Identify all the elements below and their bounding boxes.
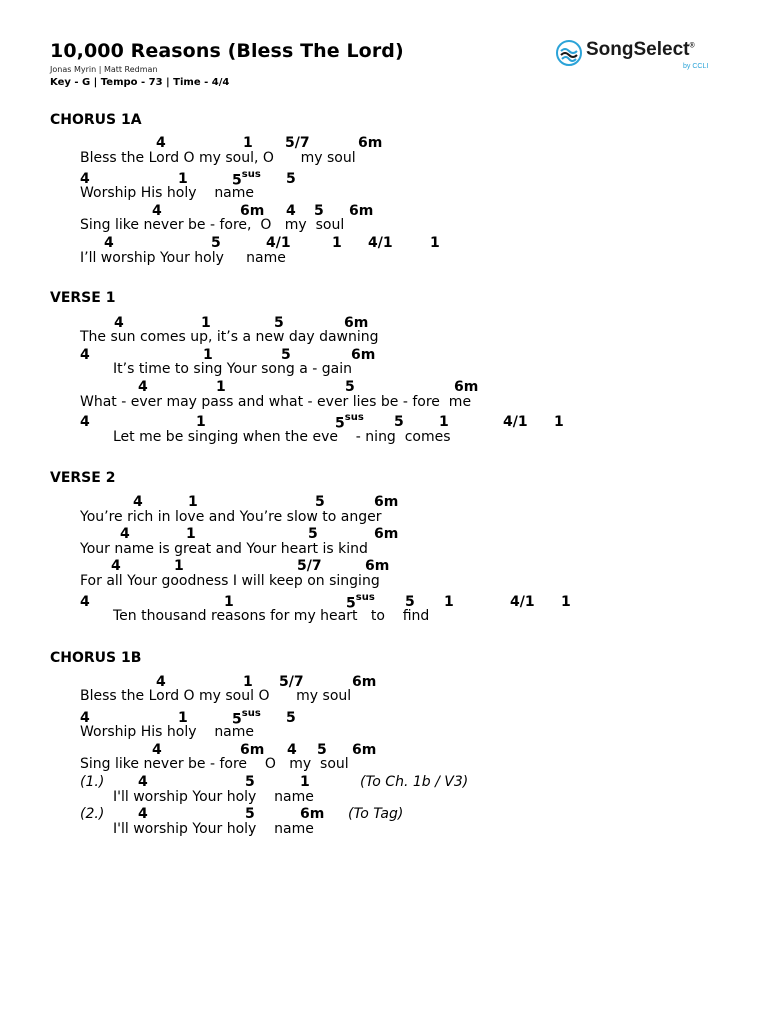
chord: 5: [308, 526, 318, 542]
chord: 4: [156, 674, 166, 690]
logo-wordmark: SongSelect®: [586, 39, 695, 60]
chord: 4: [111, 558, 121, 574]
chord: 5: [274, 315, 284, 331]
chord: 1: [332, 235, 342, 251]
logo-byline: by CCLI: [683, 63, 709, 70]
chord: 1: [561, 594, 571, 610]
lyric-line: What - ever may pass and what - ever lies be - fore me: [80, 394, 472, 410]
chord: 1: [444, 594, 454, 610]
lyric-line: Worship His holy name: [80, 724, 255, 740]
chord: 1: [178, 171, 188, 187]
lyric-line: Let me be singing when the eve - ning comes: [113, 429, 451, 445]
chord: 5: [281, 347, 291, 363]
songselect-logo: [556, 38, 726, 74]
chord: 4: [133, 494, 143, 510]
chord: 5: [245, 774, 255, 790]
chord: 5: [286, 710, 296, 726]
lyric-line: You’re rich in love and You’re slow to anger: [80, 509, 382, 525]
chord: 6m: [374, 526, 399, 542]
lyric-line: Sing like never be - fore, O my soul: [80, 217, 345, 233]
chord: $5^{sus}$: [335, 412, 364, 432]
chord: 4/1: [266, 235, 291, 251]
section-heading-verse-1: VERSE 1: [50, 290, 116, 306]
navigation-note: (To Ch. 1b / V3): [360, 774, 469, 790]
lyric-line: For all Your goodness I will keep on singing: [80, 573, 380, 589]
lyric-line: Your name is great and Your heart is kind: [80, 541, 368, 557]
chord: 4: [138, 806, 148, 822]
chord: 6m: [240, 203, 265, 219]
chord: 4: [138, 774, 148, 790]
chord: 6m: [344, 315, 369, 331]
chord: 6m: [352, 674, 377, 690]
song-meta: Key - G | Tempo - 73 | Time - 4/4: [50, 77, 230, 88]
chord: 4: [152, 742, 162, 758]
ending-marker: (1.): [80, 774, 105, 790]
chord: 5/7: [279, 674, 304, 690]
chord: 4/1: [503, 414, 528, 430]
chord: 4: [114, 315, 124, 331]
chord: 5/7: [285, 135, 310, 151]
lyric-line: It’s time to sing Your song a - gain: [113, 361, 352, 377]
lyric-line: Bless the Lord O my soul O my soul: [80, 688, 352, 704]
chord: 5: [315, 494, 325, 510]
chord: 4: [80, 347, 90, 363]
chord: 1: [439, 414, 449, 430]
section-heading-chorus-1a: CHORUS 1A: [50, 112, 142, 128]
section-heading-chorus-1b: CHORUS 1B: [50, 650, 142, 666]
chord: $5^{sus}$: [232, 169, 261, 189]
chord: 1: [224, 594, 234, 610]
songselect-wave-icon: [556, 40, 582, 66]
chord: 4: [80, 414, 90, 430]
chord: 6m: [300, 806, 325, 822]
section-heading-verse-2: VERSE 2: [50, 470, 116, 486]
chord: 6m: [454, 379, 479, 395]
song-title: 10,000 Reasons (Bless The Lord): [50, 40, 404, 62]
chord: 4: [104, 235, 114, 251]
chord: 5: [394, 414, 404, 430]
chord: 6m: [374, 494, 399, 510]
lyric-line: Worship His holy name: [80, 185, 255, 201]
chord: 4: [138, 379, 148, 395]
lyric-line: Ten thousand reasons for my heart to find: [113, 608, 430, 624]
chord: 5/7: [297, 558, 322, 574]
chord: 4: [152, 203, 162, 219]
chord: 6m: [240, 742, 265, 758]
chord: 6m: [365, 558, 390, 574]
lyric-line: I'll worship Your holy name: [113, 821, 314, 837]
navigation-note: (To Tag): [348, 806, 404, 822]
chord: 1: [243, 135, 253, 151]
chord: $5^{sus}$: [232, 708, 261, 728]
chord: 1: [216, 379, 226, 395]
ending-marker: (2.): [80, 806, 105, 822]
chord: 1: [196, 414, 206, 430]
lyric-line: The sun comes up, it’s a new day dawning: [80, 329, 379, 345]
chord: 1: [174, 558, 184, 574]
chord: 6m: [358, 135, 383, 151]
chord: 4/1: [368, 235, 393, 251]
chord: 1: [188, 494, 198, 510]
chord: 1: [178, 710, 188, 726]
lyric-line: Sing like never be - fore O my soul: [80, 756, 349, 772]
chord: 4: [120, 526, 130, 542]
chord: 1: [186, 526, 196, 542]
chord: $5^{sus}$: [346, 592, 375, 612]
chord: 4: [156, 135, 166, 151]
chord: 1: [430, 235, 440, 251]
chord: 4/1: [510, 594, 535, 610]
chord: 4: [287, 742, 297, 758]
chord: 6m: [349, 203, 374, 219]
chord: 4: [80, 171, 90, 187]
lyric-line: Bless the Lord O my soul, O my soul: [80, 150, 356, 166]
chord: 5: [286, 171, 296, 187]
chord: 4: [80, 594, 90, 610]
chord: 1: [243, 674, 253, 690]
chord: 5: [345, 379, 355, 395]
chord: 6m: [352, 742, 377, 758]
chord: 1: [554, 414, 564, 430]
chord: 6m: [351, 347, 376, 363]
song-authors: Jonas Myrin | Matt Redman: [50, 65, 158, 74]
chord: 5: [317, 742, 327, 758]
chord: 5: [314, 203, 324, 219]
chord: 5: [245, 806, 255, 822]
chord: 4: [286, 203, 296, 219]
chord: 1: [300, 774, 310, 790]
lyric-line: I'll worship Your holy name: [113, 789, 314, 805]
chord: 1: [201, 315, 211, 331]
chord: 5: [211, 235, 221, 251]
chord: 4: [80, 710, 90, 726]
chord: 5: [405, 594, 415, 610]
chord: 1: [203, 347, 213, 363]
lyric-line: I’ll worship Your holy name: [80, 250, 286, 266]
